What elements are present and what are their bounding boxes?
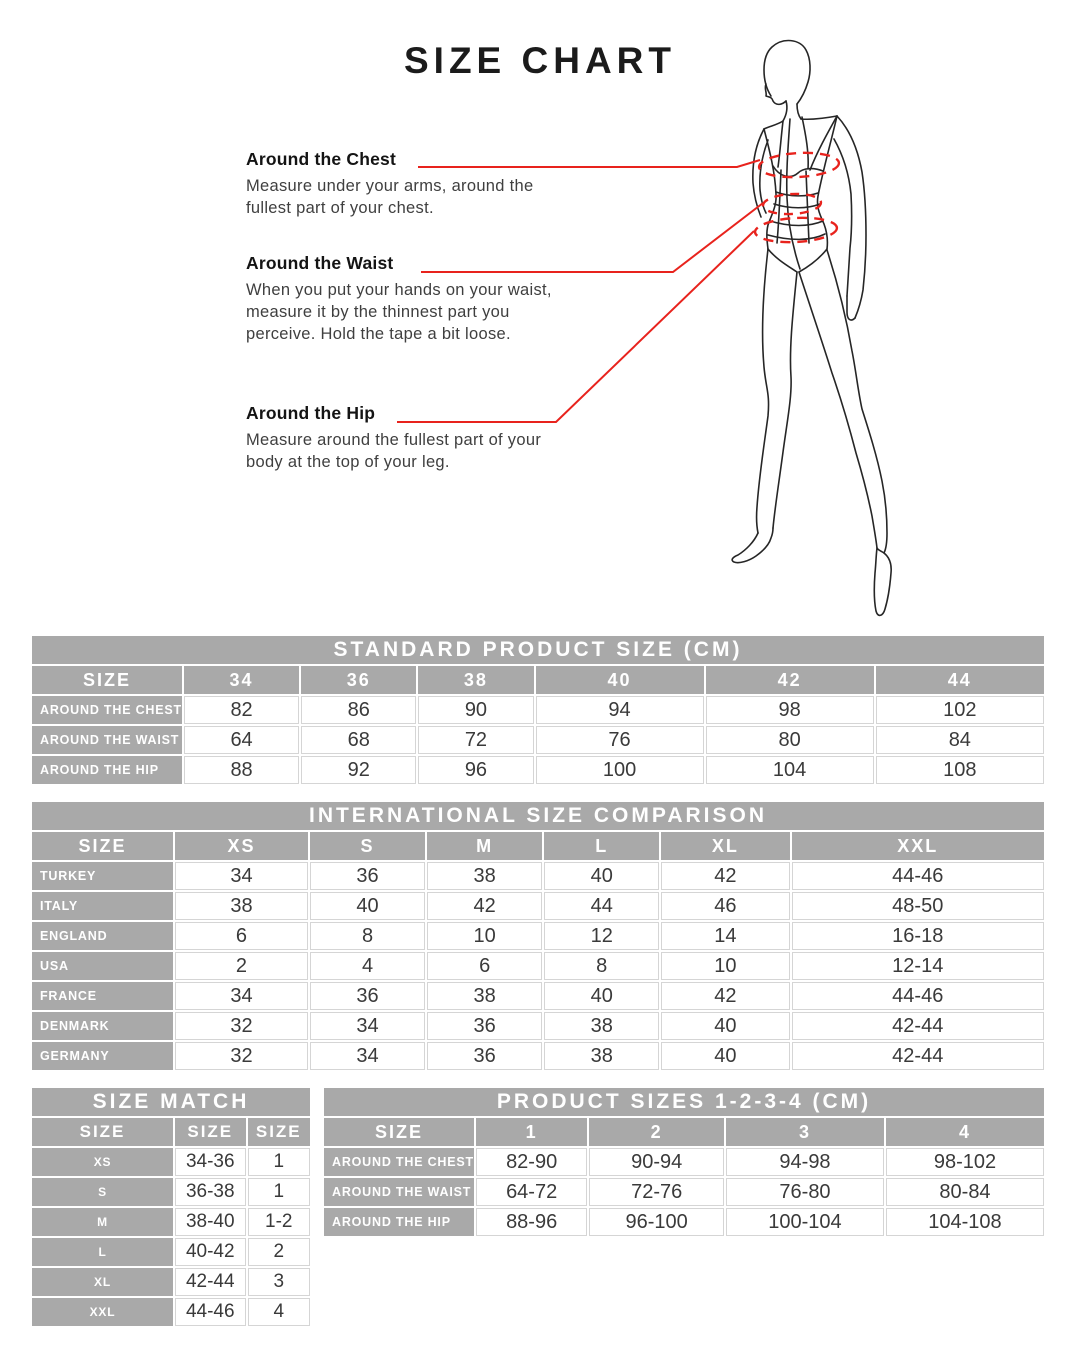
cell-value: 38 xyxy=(544,1042,659,1070)
table-row xyxy=(32,726,1044,754)
column-header: XXL xyxy=(792,832,1044,860)
standard-product-size-table xyxy=(30,634,1046,786)
row-label: S xyxy=(32,1178,173,1206)
cell-value: 108 xyxy=(876,756,1044,784)
column-header: 38 xyxy=(418,666,533,694)
cell-value: 64 xyxy=(184,726,299,754)
cell-value: 96 xyxy=(418,756,533,784)
row-label: XS xyxy=(32,1148,173,1176)
cell-value: 104 xyxy=(706,756,874,784)
cell-value: 40-42 xyxy=(175,1238,246,1266)
cell-value: 80 xyxy=(706,726,874,754)
row-label: TURKEY xyxy=(32,862,173,890)
cell-value: 44-46 xyxy=(792,862,1044,890)
cell-value: 12 xyxy=(544,922,659,950)
cell-value: 38 xyxy=(427,862,542,890)
table-row xyxy=(32,892,1044,920)
cell-value: 92 xyxy=(301,756,416,784)
size-match-table xyxy=(30,1086,312,1328)
cell-value: 38 xyxy=(544,1012,659,1040)
cell-value: 34-36 xyxy=(175,1148,246,1176)
table-row xyxy=(32,1268,310,1296)
figure-outline xyxy=(732,41,891,616)
table-row xyxy=(32,922,1044,950)
cell-value: 84 xyxy=(876,726,1044,754)
table-row xyxy=(32,1042,1044,1070)
row-label: USA xyxy=(32,952,173,980)
cell-value: 36 xyxy=(310,862,425,890)
cell-value: 72-76 xyxy=(589,1178,724,1206)
cell-value: 100-104 xyxy=(726,1208,884,1236)
table-row xyxy=(324,1208,1044,1236)
column-header: 40 xyxy=(536,666,704,694)
cell-value: 42-44 xyxy=(175,1268,246,1296)
column-header: SIZE xyxy=(175,1118,246,1146)
cell-value: 38 xyxy=(427,982,542,1010)
instruction-hip-text: Measure around the fullest part of your body at the top of your leg. xyxy=(246,431,542,471)
cell-value: 16-18 xyxy=(792,922,1044,950)
cell-value: 2 xyxy=(175,952,308,980)
hip-measure-ellipse xyxy=(754,216,837,244)
column-header: 3 xyxy=(726,1118,884,1146)
table-title: INTERNATIONAL SIZE COMPARISON xyxy=(32,802,1044,830)
cell-value: 40 xyxy=(661,1012,789,1040)
cell-value: 34 xyxy=(175,982,308,1010)
cell-value: 10 xyxy=(661,952,789,980)
cell-value: 1 xyxy=(248,1178,310,1206)
column-header: 44 xyxy=(876,666,1044,694)
row-label: AROUND THE CHEST xyxy=(32,696,182,724)
cell-value: 14 xyxy=(661,922,789,950)
cell-value: 94-98 xyxy=(726,1148,884,1176)
cell-value: 36 xyxy=(427,1042,542,1070)
column-header: SIZE xyxy=(248,1118,310,1146)
cell-value: 8 xyxy=(544,952,659,980)
column-header: 2 xyxy=(589,1118,724,1146)
row-label: GERMANY xyxy=(32,1042,173,1070)
cell-value: 32 xyxy=(175,1012,308,1040)
cell-value: 72 xyxy=(418,726,533,754)
cell-value: 90 xyxy=(418,696,533,724)
cell-value: 32 xyxy=(175,1042,308,1070)
cell-value: 40 xyxy=(544,982,659,1010)
cell-value: 94 xyxy=(536,696,704,724)
cell-value: 12-14 xyxy=(792,952,1044,980)
cell-value: 42-44 xyxy=(792,1042,1044,1070)
column-header: 1 xyxy=(476,1118,587,1146)
cell-value: 42 xyxy=(427,892,542,920)
table-row xyxy=(32,696,1044,724)
cell-value: 90-94 xyxy=(589,1148,724,1176)
table-row xyxy=(32,952,1044,980)
cell-value: 80-84 xyxy=(886,1178,1044,1206)
cell-value: 42 xyxy=(661,982,789,1010)
instruction-chest-text: Measure under your arms, around the fullest part of your chest. xyxy=(246,177,534,217)
row-label: AROUND THE HIP xyxy=(324,1208,474,1236)
cell-value: 4 xyxy=(310,952,425,980)
page-title: SIZE CHART xyxy=(404,40,676,81)
row-label: AROUND THE WAIST xyxy=(324,1178,474,1206)
cell-value: 1-2 xyxy=(248,1208,310,1236)
column-header: L xyxy=(544,832,659,860)
cell-value: 48-50 xyxy=(792,892,1044,920)
cell-value: 76 xyxy=(536,726,704,754)
instruction-waist-text: When you put your hands on your waist, measure it by the thinnest part you perceive. Hold the tape a bit loose. xyxy=(246,281,552,343)
cell-value: 34 xyxy=(310,1042,425,1070)
cell-value: 76-80 xyxy=(726,1178,884,1206)
cell-value: 6 xyxy=(427,952,542,980)
cell-value: 34 xyxy=(175,862,308,890)
instruction-hip-label: Around the Hip xyxy=(246,403,376,423)
row-label: M xyxy=(32,1208,173,1236)
cell-value: 88-96 xyxy=(476,1208,587,1236)
instruction-waist xyxy=(246,254,576,345)
table-title: STANDARD PRODUCT SIZE (CM) xyxy=(32,636,1044,664)
product-sizes-table xyxy=(322,1086,1046,1238)
cell-value: 8 xyxy=(310,922,425,950)
cell-value: 10 xyxy=(427,922,542,950)
cell-value: 36 xyxy=(310,982,425,1010)
row-label: AROUND THE HIP xyxy=(32,756,182,784)
column-header: SIZE xyxy=(32,1118,173,1146)
cell-value: 82-90 xyxy=(476,1148,587,1176)
cell-value: 1 xyxy=(248,1148,310,1176)
cell-value: 40 xyxy=(661,1042,789,1070)
chest-measure-ellipse xyxy=(758,151,839,179)
cell-value: 102 xyxy=(876,696,1044,724)
row-label: XL xyxy=(32,1268,173,1296)
row-label: XXL xyxy=(32,1298,173,1326)
cell-value: 68 xyxy=(301,726,416,754)
cell-value: 36 xyxy=(427,1012,542,1040)
row-label: AROUND THE WAIST xyxy=(32,726,182,754)
column-header: XS xyxy=(175,832,308,860)
cell-value: 98-102 xyxy=(886,1148,1044,1176)
table-row xyxy=(32,1178,310,1206)
cell-value: 4 xyxy=(248,1298,310,1326)
instruction-hip xyxy=(246,404,576,473)
row-label: FRANCE xyxy=(32,982,173,1010)
column-header: 34 xyxy=(184,666,299,694)
cell-value: 44-46 xyxy=(175,1298,246,1326)
table-row xyxy=(32,1012,1044,1040)
cell-value: 46 xyxy=(661,892,789,920)
column-header: SIZE xyxy=(324,1118,474,1146)
table-row xyxy=(32,982,1044,1010)
row-label: ITALY xyxy=(32,892,173,920)
row-label: L xyxy=(32,1238,173,1266)
cell-value: 98 xyxy=(706,696,874,724)
cell-value: 88 xyxy=(184,756,299,784)
cell-value: 104-108 xyxy=(886,1208,1044,1236)
cell-value: 38 xyxy=(175,892,308,920)
column-header: S xyxy=(310,832,425,860)
cell-value: 82 xyxy=(184,696,299,724)
column-header: 36 xyxy=(301,666,416,694)
column-header: 42 xyxy=(706,666,874,694)
cell-value: 40 xyxy=(544,862,659,890)
cell-value: 3 xyxy=(248,1268,310,1296)
cell-value: 42 xyxy=(661,862,789,890)
table-row xyxy=(32,1238,310,1266)
instruction-chest xyxy=(246,150,576,219)
cell-value: 38-40 xyxy=(175,1208,246,1236)
column-header: SIZE xyxy=(32,832,173,860)
cell-value: 36-38 xyxy=(175,1178,246,1206)
table-title: PRODUCT SIZES 1-2-3-4 (CM) xyxy=(324,1088,1044,1116)
column-header: 4 xyxy=(886,1118,1044,1146)
table-row xyxy=(32,862,1044,890)
table-title: SIZE MATCH xyxy=(32,1088,310,1116)
column-header: XL xyxy=(661,832,789,860)
cell-value: 40 xyxy=(310,892,425,920)
cell-value: 86 xyxy=(301,696,416,724)
row-label: DENMARK xyxy=(32,1012,173,1040)
table-row xyxy=(32,756,1044,784)
row-label: ENGLAND xyxy=(32,922,173,950)
instruction-chest-label: Around the Chest xyxy=(246,149,397,169)
table-row xyxy=(324,1178,1044,1206)
cell-value: 96-100 xyxy=(589,1208,724,1236)
cell-value: 34 xyxy=(310,1012,425,1040)
table-row xyxy=(324,1148,1044,1176)
waist-measure-ellipse xyxy=(763,192,822,215)
table-row xyxy=(32,1148,310,1176)
table-row xyxy=(32,1298,310,1326)
cell-value: 64-72 xyxy=(476,1178,587,1206)
cell-value: 6 xyxy=(175,922,308,950)
column-header: SIZE xyxy=(32,666,182,694)
cell-value: 2 xyxy=(248,1238,310,1266)
cell-value: 100 xyxy=(536,756,704,784)
international-size-comparison-table xyxy=(30,800,1046,1072)
instruction-waist-label: Around the Waist xyxy=(246,253,394,273)
table-row xyxy=(32,1208,310,1236)
column-header: M xyxy=(427,832,542,860)
cell-value: 42-44 xyxy=(792,1012,1044,1040)
row-label: AROUND THE CHEST xyxy=(324,1148,474,1176)
cell-value: 44-46 xyxy=(792,982,1044,1010)
cell-value: 44 xyxy=(544,892,659,920)
